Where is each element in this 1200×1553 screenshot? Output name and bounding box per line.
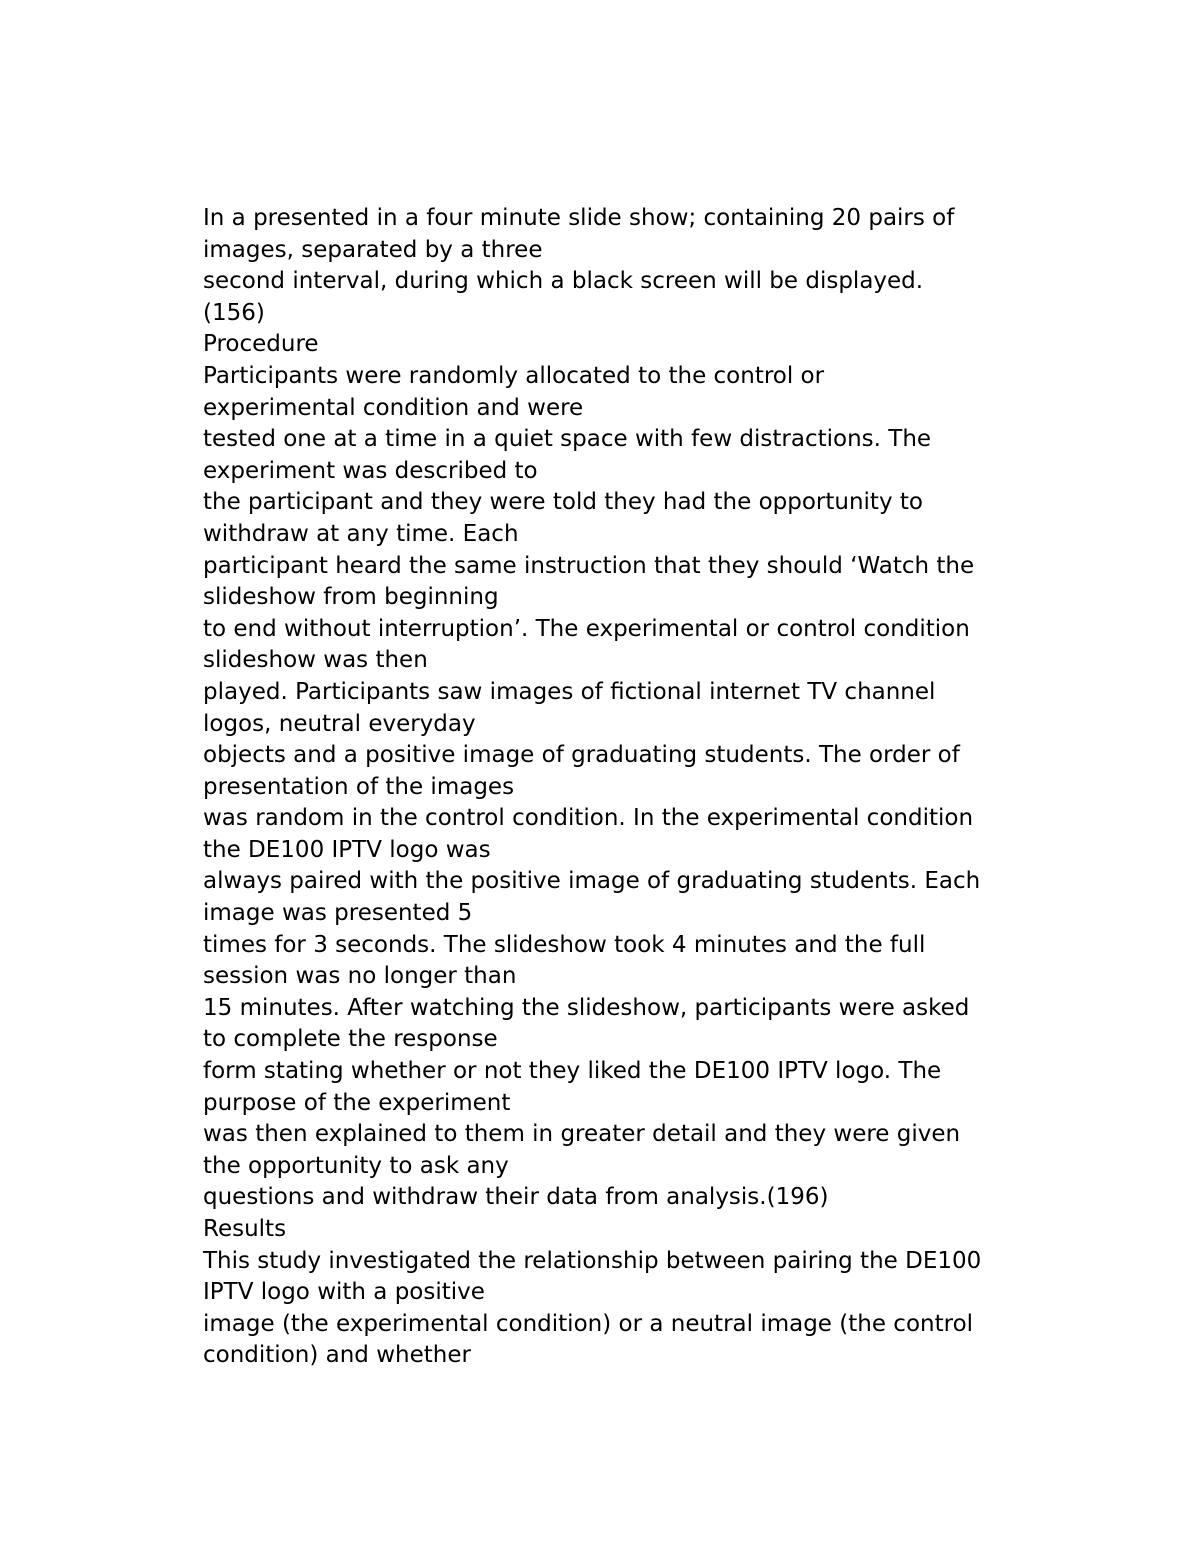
text-line: 15 minutes. After watching the slideshow, participants were asked bbox=[203, 994, 970, 1021]
text-line: This study investigated the relationship between pairing the DE100 bbox=[203, 1247, 982, 1274]
text-line: condition) and whether bbox=[203, 1342, 471, 1369]
text-line: session was no longer than bbox=[203, 963, 517, 990]
text-line: the DE100 IPTV logo was bbox=[203, 836, 491, 863]
document-body bbox=[203, 203, 1023, 1372]
text-line: participant heard the same instruction that they should ‘Watch the bbox=[203, 552, 975, 579]
text-line: was then explained to them in greater detail and they were given bbox=[203, 1121, 961, 1148]
text-line: played. Participants saw images of fictional internet TV channel bbox=[203, 678, 936, 705]
text-line: Participants were randomly allocated to the control or bbox=[203, 362, 825, 389]
section-heading-results: Results bbox=[203, 1216, 287, 1242]
text-line: purpose of the experiment bbox=[203, 1089, 511, 1116]
text-line: experimental condition and were bbox=[203, 394, 584, 421]
text-line: the participant and they were told they had the opportunity to bbox=[203, 489, 923, 516]
text-line: form stating whether or not they liked the DE100 IPTV logo. The bbox=[203, 1058, 942, 1085]
text-line: images, separated by a three bbox=[203, 236, 543, 263]
text-line: IPTV logo with a positive bbox=[203, 1279, 485, 1306]
text-line: slideshow from beginning bbox=[203, 584, 499, 611]
text-line: was random in the control condition. In the experimental condition bbox=[203, 805, 974, 832]
text-line: tested one at a time in a quiet space with few distractions. The bbox=[203, 426, 932, 453]
text-line: objects and a positive image of graduating students. The order of bbox=[203, 742, 960, 769]
text-line: withdraw at any time. Each bbox=[203, 520, 519, 547]
text-line: times for 3 seconds. The slideshow took 4 minutes and the full bbox=[203, 931, 926, 958]
text-line: image (the experimental condition) or a neutral image (the control bbox=[203, 1310, 974, 1337]
text-line: In a presented in a four minute slide show; containing 20 pairs of bbox=[203, 205, 955, 231]
text-line: (156) bbox=[203, 299, 265, 326]
text-line: image was presented 5 bbox=[203, 900, 473, 927]
text-line: presentation of the images bbox=[203, 773, 515, 800]
text-line: to end without interruption’. The experimental or control condition bbox=[203, 615, 970, 642]
text-line: the opportunity to ask any bbox=[203, 1152, 509, 1179]
text-line: always paired with the positive image of graduating students. Each bbox=[203, 868, 981, 895]
text-line: to complete the response bbox=[203, 1026, 498, 1053]
text-line: slideshow was then bbox=[203, 647, 428, 674]
text-line: questions and withdraw their data from analysis.(196) bbox=[203, 1184, 829, 1211]
text-line: experiment was described to bbox=[203, 457, 538, 484]
text-line: logos, neutral everyday bbox=[203, 710, 476, 737]
section-heading-procedure: Procedure bbox=[203, 331, 319, 358]
text-line: second interval, during which a black screen will be displayed. bbox=[203, 268, 924, 295]
